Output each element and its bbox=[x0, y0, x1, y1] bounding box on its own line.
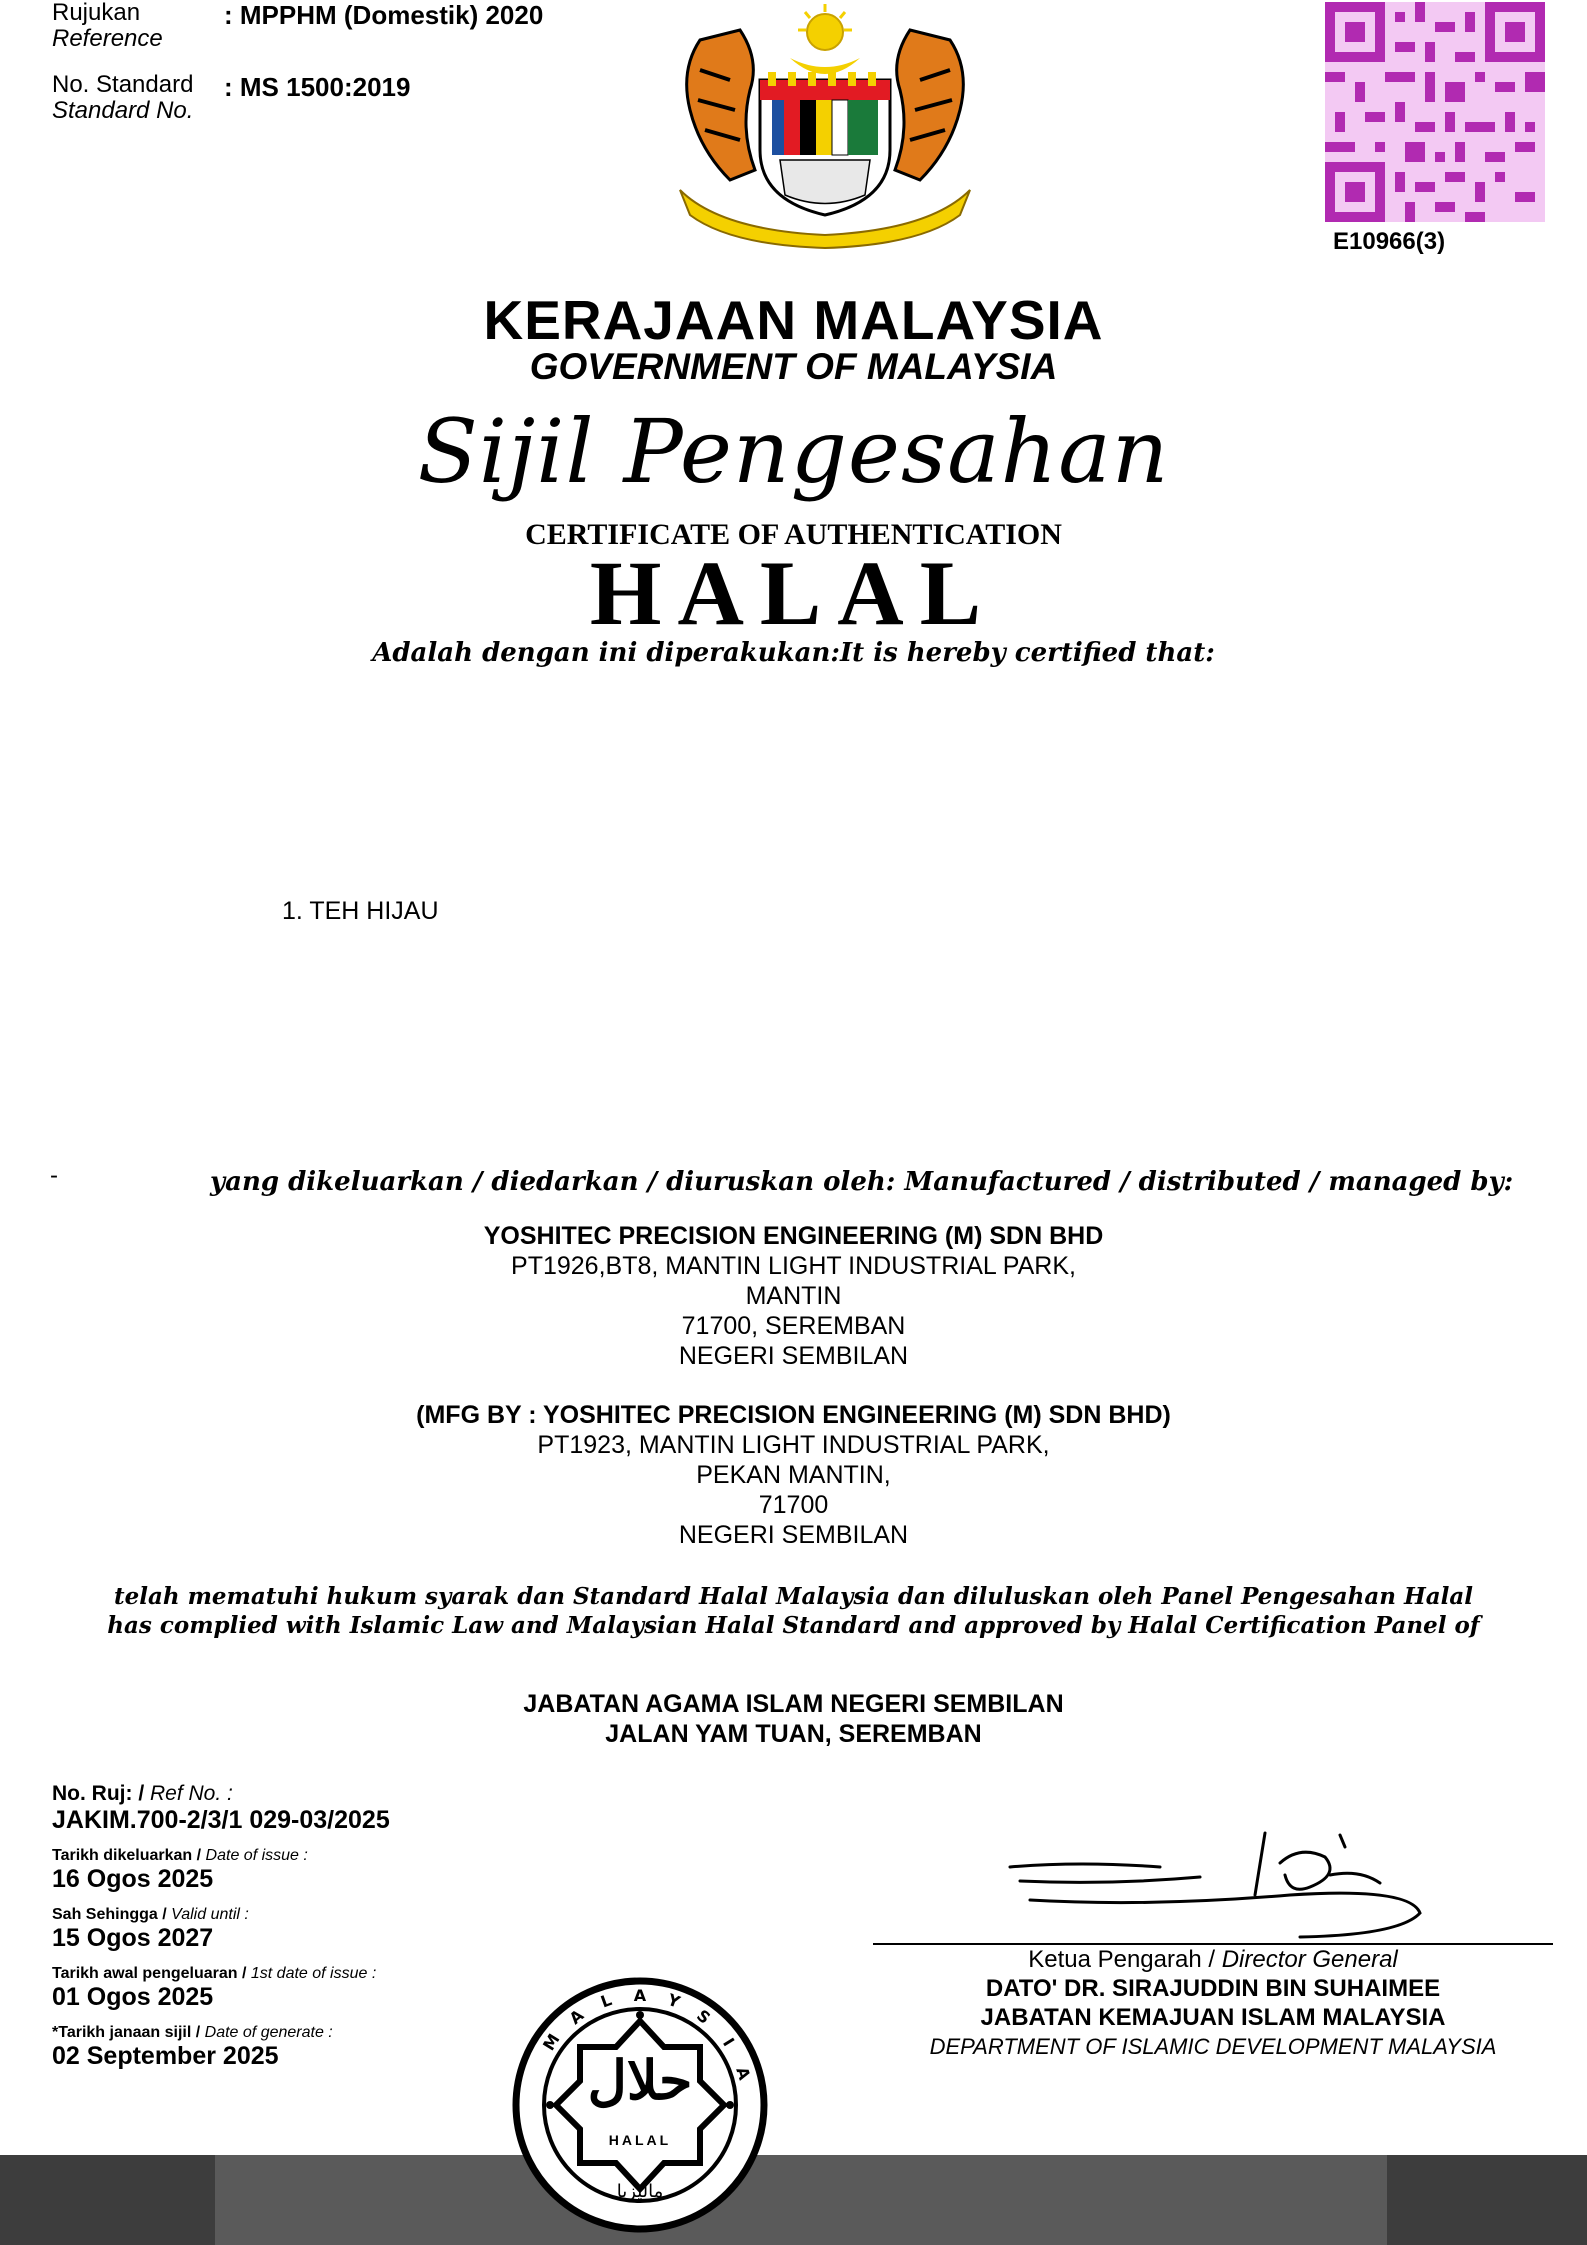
address-line: NEGERI SEMBILAN bbox=[678, 1342, 909, 1370]
title-english: GOVERNMENT OF MALAYSIA bbox=[529, 346, 1058, 387]
ring-letter: S bbox=[693, 2005, 715, 2028]
reference-label: Rujukan Reference bbox=[52, 0, 163, 52]
arabic-halal-glyph: حلال bbox=[587, 2048, 693, 2112]
signatory-department-en: DEPARTMENT OF ISLAMIC DEVELOPMENT MALAYSIA bbox=[929, 2034, 1497, 2059]
halal-title: HALAL bbox=[589, 542, 998, 644]
mfg-address-line: PEKAN MANTIN, bbox=[696, 1461, 891, 1489]
bottom-bar-right-block bbox=[1387, 2155, 1587, 2245]
ref-label: No. Ruj: / Ref No. : bbox=[52, 1782, 233, 1805]
mfg-name: (MFG BY : YOSHITEC PRECISION ENGINEERING (M) SDN BHD) bbox=[416, 1401, 1171, 1429]
bottom-bar bbox=[0, 2155, 1587, 2245]
coat-of-arms-emblem bbox=[660, 0, 990, 250]
compliance-malay: telah mematuhi hukum syarak dan Standard Halal Malaysia dan diluluskan oleh Panel Pengesahan Halal bbox=[113, 1583, 1474, 1610]
bullet-mark: - bbox=[50, 1162, 58, 1189]
manufacturer-intro: yang dikeluarkan / diedarkan / diuruskan oleh: Manufactured / distributed / managed by: bbox=[210, 1167, 1514, 1197]
manufacturer-name: YOSHITEC PRECISION ENGINEERING (M) SDN BHD bbox=[483, 1222, 1104, 1250]
ring-letter: I bbox=[719, 2034, 739, 2050]
certified-statement: Adalah dengan ini diperakukan:It is hereby certified that: bbox=[372, 638, 1215, 668]
first-issue-value: 01 Ogos 2025 bbox=[52, 1983, 214, 2011]
authority-name: JABATAN AGAMA ISLAM NEGERI SEMBILAN bbox=[523, 1690, 1064, 1718]
generate-value: 02 September 2025 bbox=[52, 2042, 279, 2070]
standard-label: No. Standard Standard No. bbox=[52, 71, 194, 124]
logo-halal-text: HALAL bbox=[608, 2132, 672, 2148]
mfg-address-line: NEGERI SEMBILAN bbox=[678, 1521, 909, 1549]
title-malay: KERAJAAN MALAYSIA bbox=[483, 289, 1104, 351]
arabic-ring-text: ماليزيا bbox=[616, 2181, 664, 2202]
ring-letter: A bbox=[633, 1986, 647, 2005]
halal-logo bbox=[510, 1975, 770, 2235]
signatory-name: DATO' DR. SIRAJUDDIN BIN SUHAIMEE bbox=[985, 1975, 1441, 2002]
authority-address: JALAN YAM TUAN, SEREMBAN bbox=[605, 1720, 982, 1748]
address-line: PT1926,BT8, MANTIN LIGHT INDUSTRIAL PARK, bbox=[511, 1252, 1076, 1280]
ring-letter: Y bbox=[665, 1989, 683, 2012]
standard-value: : MS 1500:2019 bbox=[224, 72, 411, 102]
valid-value: 15 Ogos 2027 bbox=[52, 1924, 214, 1952]
product-item: 1. TEH HIJAU bbox=[282, 897, 439, 925]
authority-block bbox=[0, 1689, 1587, 1749]
reference-value: : MPPHM (Domestik) 2020 bbox=[224, 0, 544, 30]
certificate-script-title: Sijil Pengesahan bbox=[417, 400, 1170, 503]
signatory-department: JABATAN KEMAJUAN ISLAM MALAYSIA bbox=[980, 2004, 1446, 2031]
signature-scribble bbox=[1000, 1825, 1440, 1945]
issue-value: 16 Ogos 2025 bbox=[52, 1865, 214, 1893]
ring-letter: A bbox=[732, 2064, 755, 2083]
compliance-english: has complied with Islamic Law and Malaysian Halal Standard and approved by Halal Certification Panel of bbox=[107, 1612, 1480, 1639]
qr-code-id: E10966(3) bbox=[1333, 228, 1446, 255]
signatory-block bbox=[873, 1945, 1553, 2061]
qr-code bbox=[1325, 2, 1545, 222]
mfg-block bbox=[0, 1400, 1587, 1550]
manufacturer-block bbox=[0, 1221, 1587, 1371]
generate-label: *Tarikh janaan sijil / Date of generate : bbox=[52, 2024, 333, 2041]
ring-letter: A bbox=[565, 2005, 588, 2029]
ring-letter: L bbox=[598, 1990, 615, 2012]
address-line: MANTIN bbox=[745, 1282, 842, 1310]
ring-letter: M bbox=[539, 2030, 564, 2054]
first-issue-label: Tarikh awal pengeluaran / 1st date of issue : bbox=[52, 1965, 377, 1982]
address-line: 71700, SEREMBAN bbox=[681, 1312, 906, 1340]
mfg-address-line: 71700 bbox=[758, 1491, 829, 1519]
ref-value: JAKIM.700-2/3/1 029-03/2025 bbox=[52, 1806, 390, 1834]
mfg-address-line: PT1923, MANTIN LIGHT INDUSTRIAL PARK, bbox=[537, 1431, 1050, 1459]
issue-label: Tarikh dikeluarkan / Date of issue : bbox=[52, 1847, 308, 1864]
details-block bbox=[52, 1782, 390, 2071]
bottom-bar-left-block bbox=[0, 2155, 215, 2245]
signatory-role: Ketua Pengarah / Director General bbox=[1028, 1946, 1398, 1973]
certificate-subtitle: CERTIFICATE OF AUTHENTICATION bbox=[525, 518, 1062, 551]
valid-label: Sah Sehingga / Valid until : bbox=[52, 1906, 249, 1923]
